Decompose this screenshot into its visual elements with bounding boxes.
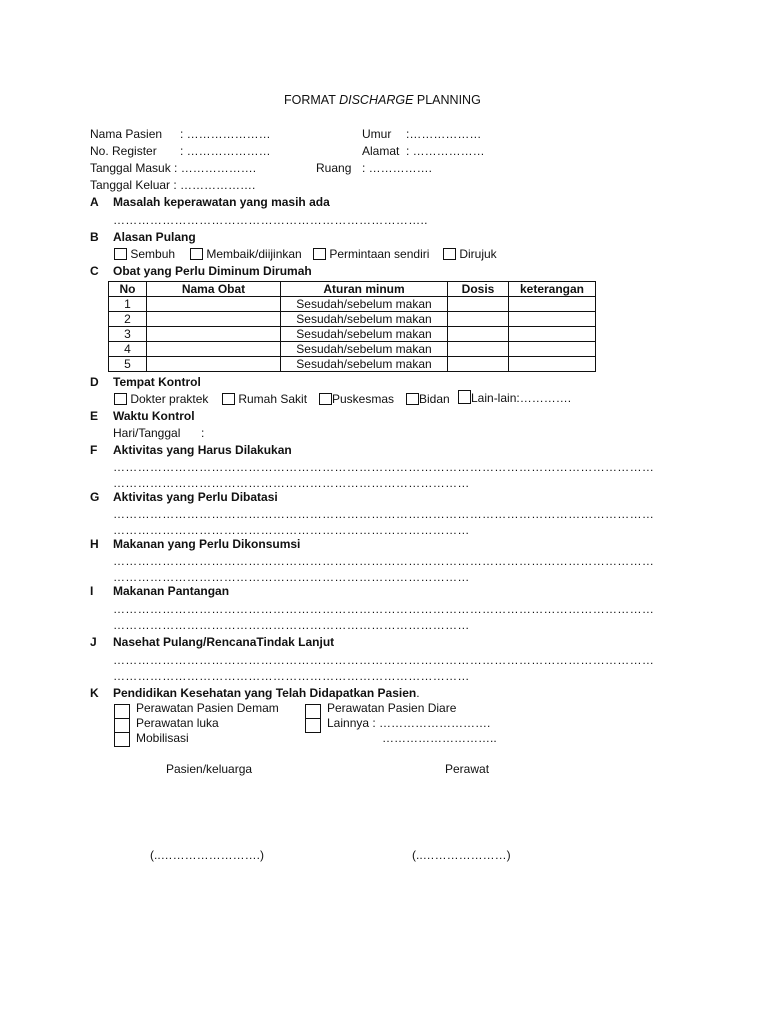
cell-nama-obat[interactable] xyxy=(147,342,281,357)
title-prefix: FORMAT xyxy=(284,93,340,107)
checkbox[interactable] xyxy=(305,718,321,733)
checkbox[interactable] xyxy=(443,248,456,260)
section-a-letter: A xyxy=(90,195,99,209)
cell-dosis[interactable] xyxy=(448,297,509,312)
section-g-letter: G xyxy=(90,490,100,504)
option-label: Puskesmas xyxy=(332,392,395,406)
section-b-letter: B xyxy=(90,230,99,244)
checkbox[interactable] xyxy=(319,393,332,405)
section-g-title: Aktivitas yang Perlu Dibatasi xyxy=(113,490,278,504)
cell-dosis[interactable] xyxy=(448,342,509,357)
cell-keterangan[interactable] xyxy=(509,297,596,312)
kontrol-dokter-option[interactable] xyxy=(114,392,208,406)
section-c-title: Obat yang Perlu Diminum Dirumah xyxy=(113,264,312,278)
checkbox[interactable] xyxy=(190,248,203,260)
option-label: Dirujuk xyxy=(459,247,497,261)
section-f-title: Aktivitas yang Harus Dilakukan xyxy=(113,443,292,457)
hari-tanggal-field[interactable]: : xyxy=(201,426,205,440)
section-f-dots-1[interactable]: …………………………………………………………………………………………………………………… xyxy=(113,460,655,474)
option-label: Rumah Sakit xyxy=(238,392,308,406)
section-k-title xyxy=(113,686,420,700)
cell-no: 4 xyxy=(109,342,147,357)
section-e-title: Waktu Kontrol xyxy=(113,409,195,423)
section-i-letter: I xyxy=(90,584,94,598)
section-k-title-tail: . xyxy=(416,686,420,700)
section-a-dots[interactable]: ………………………………………………………………….. xyxy=(113,213,428,227)
checkbox[interactable] xyxy=(222,393,235,405)
section-g-dots-2[interactable]: …………………………………………………………………………… xyxy=(113,523,470,537)
option-label: Bidan xyxy=(419,392,450,406)
signature-pasien-label: Pasien/keluarga xyxy=(166,762,253,776)
checkbox[interactable] xyxy=(114,248,127,260)
col-header-keterangan: keterangan xyxy=(509,282,596,297)
tanggal-keluar-field[interactable]: Tanggal Keluar : ………………. xyxy=(90,178,256,192)
edukasi-diare-label: Perawatan Pasien Diare xyxy=(327,701,457,715)
option-label: Sembuh xyxy=(130,247,176,261)
nama-pasien-field[interactable]: : ………………… xyxy=(180,127,271,141)
col-header-aturan-minum: Aturan minum xyxy=(281,282,448,297)
table-row xyxy=(109,327,596,342)
no-register-field[interactable]: : ………………… xyxy=(180,144,271,158)
section-k-letter: K xyxy=(90,686,99,700)
no-register-label: No. Register xyxy=(90,144,157,158)
alasan-membaik-option[interactable] xyxy=(190,247,302,261)
section-c-letter: C xyxy=(90,264,99,278)
edukasi-demam-label: Perawatan Pasien Demam xyxy=(136,701,279,715)
edukasi-lainnya-field[interactable]: Lainnya : ………………………. xyxy=(327,716,491,730)
section-i-title: Makanan Pantangan xyxy=(113,584,230,598)
checkbox[interactable] xyxy=(406,393,419,405)
section-h-title: Makanan yang Perlu Dikonsumsi xyxy=(113,537,301,551)
umur-field[interactable]: :……………… xyxy=(406,127,482,141)
ruang-field[interactable]: : ……………. xyxy=(362,161,433,175)
section-i-dots-1[interactable]: …………………………………………………………………………………………………………………… xyxy=(113,602,655,616)
cell-keterangan[interactable] xyxy=(509,312,596,327)
section-i-dots-2[interactable]: …………………………………………………………………………… xyxy=(113,618,470,632)
cell-nama-obat[interactable] xyxy=(147,357,281,372)
option-label: Dokter praktek xyxy=(130,392,209,406)
section-h-dots-2[interactable]: …………………………………………………………………………… xyxy=(113,570,470,584)
cell-no: 3 xyxy=(109,327,147,342)
cell-aturan-minum: Sesudah/sebelum makan xyxy=(281,297,448,312)
cell-dosis[interactable] xyxy=(448,312,509,327)
kontrol-bidan-option[interactable] xyxy=(406,392,450,406)
cell-aturan-minum: Sesudah/sebelum makan xyxy=(281,357,448,372)
checkbox[interactable] xyxy=(305,704,321,719)
table-row xyxy=(109,312,596,327)
option-label: Lain-lain:…………. xyxy=(471,391,572,405)
section-k-title-text: Pendidikan Kesehatan yang Telah Didapatkan Pasien xyxy=(113,686,417,700)
hari-tanggal-label: Hari/Tanggal xyxy=(113,426,181,440)
cell-keterangan[interactable] xyxy=(509,327,596,342)
title-italic: DISCHARGE xyxy=(339,93,414,107)
alasan-permintaan-option[interactable] xyxy=(313,247,429,261)
cell-aturan-minum: Sesudah/sebelum makan xyxy=(281,312,448,327)
ruang-label: Ruang xyxy=(316,161,352,175)
cell-dosis[interactable] xyxy=(448,327,509,342)
kontrol-lain-option[interactable] xyxy=(458,390,571,405)
section-h-letter: H xyxy=(90,537,99,551)
section-b-title: Alasan Pulang xyxy=(113,230,196,244)
title-suffix: PLANNING xyxy=(413,93,481,107)
nama-pasien-label: Nama Pasien xyxy=(90,127,163,141)
section-f-letter: F xyxy=(90,443,98,457)
section-a-title: Masalah keperawatan yang masih ada xyxy=(113,195,330,209)
section-j-title: Nasehat Pulang/RencanaTindak Lanjut xyxy=(113,635,335,649)
cell-nama-obat[interactable] xyxy=(147,327,281,342)
cell-aturan-minum: Sesudah/sebelum makan xyxy=(281,342,448,357)
cell-nama-obat[interactable] xyxy=(147,297,281,312)
cell-dosis[interactable] xyxy=(448,357,509,372)
alasan-dirujuk-option[interactable] xyxy=(443,247,497,261)
checkbox[interactable] xyxy=(114,393,127,405)
alasan-sembuh-option[interactable] xyxy=(114,247,175,261)
section-j-letter: J xyxy=(90,635,97,649)
cell-no: 5 xyxy=(109,357,147,372)
option-label: Membaik/diijinkan xyxy=(206,247,302,261)
section-d-title: Tempat Kontrol xyxy=(113,375,201,389)
signature-perawat-line[interactable]: (..…………………) xyxy=(412,848,511,862)
section-e-letter: E xyxy=(90,409,99,423)
table-row xyxy=(109,357,596,372)
edukasi-luka-label: Perawatan luka xyxy=(136,716,219,730)
cell-no: 2 xyxy=(109,312,147,327)
checkbox[interactable] xyxy=(114,718,130,733)
cell-nama-obat[interactable] xyxy=(147,312,281,327)
edukasi-mobilisasi-label: Mobilisasi xyxy=(136,731,189,745)
col-header-dosis: Dosis xyxy=(448,282,509,297)
table-row xyxy=(109,342,596,357)
signature-perawat-label: Perawat xyxy=(445,762,490,776)
checkbox[interactable] xyxy=(114,732,130,747)
kontrol-puskesmas-option[interactable] xyxy=(319,392,394,406)
cell-keterangan[interactable] xyxy=(509,342,596,357)
page-title xyxy=(284,93,481,107)
checkbox[interactable] xyxy=(313,248,326,260)
section-j-dots-1[interactable]: …………………………………………………………………………………………………………………… xyxy=(113,653,655,667)
cell-aturan-minum: Sesudah/sebelum makan xyxy=(281,327,448,342)
signature-pasien-line[interactable]: (..…………………….) xyxy=(150,848,264,862)
medication-table xyxy=(108,281,596,372)
checkbox[interactable] xyxy=(114,704,130,719)
section-d-letter: D xyxy=(90,375,99,389)
alamat-label: Alamat xyxy=(362,144,400,158)
checkbox[interactable] xyxy=(458,390,471,404)
section-j-dots-2[interactable]: …………………………………………………………………………… xyxy=(113,669,470,683)
col-header-nama-obat: Nama Obat xyxy=(147,282,281,297)
table-row xyxy=(109,297,596,312)
edukasi-lainnya-extra-field[interactable]: ……………………….. xyxy=(382,731,497,745)
kontrol-rumah-sakit-option[interactable] xyxy=(222,392,307,406)
section-h-dots-1[interactable]: …………………………………………………………………………………………………………………… xyxy=(113,554,655,568)
table-header-row xyxy=(109,282,596,297)
section-g-dots-1[interactable]: …………………………………………………………………………………………………………………… xyxy=(113,507,655,521)
alamat-field[interactable]: : ……………… xyxy=(406,144,485,158)
col-header-no: No xyxy=(109,282,147,297)
tanggal-masuk-field[interactable]: Tanggal Masuk : ………………. xyxy=(90,161,257,175)
section-f-dots-2[interactable]: …………………………………………………………………………… xyxy=(113,476,470,490)
umur-label: Umur xyxy=(362,127,392,141)
cell-no: 1 xyxy=(109,297,147,312)
cell-keterangan[interactable] xyxy=(509,357,596,372)
option-label: Permintaan sendiri xyxy=(329,247,430,261)
